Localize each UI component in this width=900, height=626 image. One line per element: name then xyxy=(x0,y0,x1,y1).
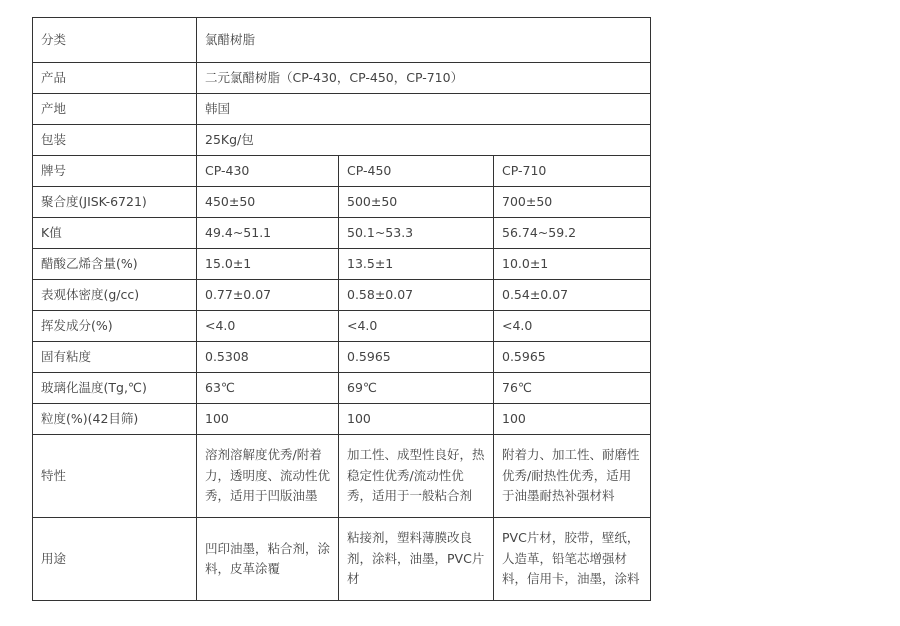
cell: CP-450 xyxy=(339,156,494,187)
cell: 0.5965 xyxy=(339,342,494,373)
table-row xyxy=(33,280,651,311)
cell: 50.1~53.3 xyxy=(339,218,494,249)
row-label: 挥发成分(%) xyxy=(33,311,197,342)
cell: 溶剂溶解度优秀/附着力，透明度、流动性优秀，适用于凹版油墨 xyxy=(197,435,339,518)
table-row xyxy=(33,518,651,601)
cell: 69℃ xyxy=(339,373,494,404)
table-row xyxy=(33,94,651,125)
cell: <4.0 xyxy=(197,311,339,342)
cell: 附着力、加工性、耐磨性优秀/耐热性优秀，适用于油墨耐热补强材料 xyxy=(494,435,651,518)
row-label: 牌号 xyxy=(33,156,197,187)
row-label: 分类 xyxy=(33,18,197,63)
table-row xyxy=(33,187,651,218)
cell: 10.0±1 xyxy=(494,249,651,280)
cell: CP-430 xyxy=(197,156,339,187)
cell: 0.54±0.07 xyxy=(494,280,651,311)
table-row xyxy=(33,249,651,280)
row-label: 产地 xyxy=(33,94,197,125)
cell: 450±50 xyxy=(197,187,339,218)
table-row xyxy=(33,404,651,435)
row-value: 韩国 xyxy=(197,94,651,125)
cell: 0.77±0.07 xyxy=(197,280,339,311)
table-row xyxy=(33,218,651,249)
table-row xyxy=(33,435,651,518)
cell: 0.58±0.07 xyxy=(339,280,494,311)
cell: <4.0 xyxy=(494,311,651,342)
row-label: K值 xyxy=(33,218,197,249)
cell: 凹印油墨，粘合剂，涂料，皮革涂覆 xyxy=(197,518,339,601)
cell: 100 xyxy=(494,404,651,435)
cell: PVC片材，胶带，壁纸，人造革，铅笔芯增强材料，信用卡，油墨，涂料 xyxy=(494,518,651,601)
table-row xyxy=(33,18,651,63)
cell: 100 xyxy=(339,404,494,435)
cell: 500±50 xyxy=(339,187,494,218)
row-value: 氯醋树脂 xyxy=(197,18,651,63)
cell: 63℃ xyxy=(197,373,339,404)
cell: 粘接剂，塑料薄膜改良剂，涂料，油墨，PVC片材 xyxy=(339,518,494,601)
row-label: 固有粘度 xyxy=(33,342,197,373)
table-row xyxy=(33,125,651,156)
cell: 13.5±1 xyxy=(339,249,494,280)
cell: 100 xyxy=(197,404,339,435)
cell: 76℃ xyxy=(494,373,651,404)
cell: 56.74~59.2 xyxy=(494,218,651,249)
row-label: 表观体密度(g/cc) xyxy=(33,280,197,311)
row-label: 玻璃化温度(Tg,℃) xyxy=(33,373,197,404)
table-row xyxy=(33,373,651,404)
table-row xyxy=(33,63,651,94)
row-label: 用途 xyxy=(33,518,197,601)
row-label: 粒度(%)(42目筛) xyxy=(33,404,197,435)
cell: CP-710 xyxy=(494,156,651,187)
cell: 0.5308 xyxy=(197,342,339,373)
table-row xyxy=(33,156,651,187)
row-value: 25Kg/包 xyxy=(197,125,651,156)
cell: 加工性、成型性良好，热稳定性优秀/流动性优秀，适用于一般粘合剂 xyxy=(339,435,494,518)
row-label: 包装 xyxy=(33,125,197,156)
row-label: 醋酸乙烯含量(%) xyxy=(33,249,197,280)
cell: <4.0 xyxy=(339,311,494,342)
row-label: 产品 xyxy=(33,63,197,94)
table-row xyxy=(33,342,651,373)
spec-table xyxy=(32,17,651,601)
row-value: 二元氯醋树脂（CP-430，CP-450，CP-710） xyxy=(197,63,651,94)
row-label: 特性 xyxy=(33,435,197,518)
cell: 15.0±1 xyxy=(197,249,339,280)
cell: 0.5965 xyxy=(494,342,651,373)
cell: 49.4~51.1 xyxy=(197,218,339,249)
row-label: 聚合度(JISK-6721) xyxy=(33,187,197,218)
cell: 700±50 xyxy=(494,187,651,218)
table-row xyxy=(33,311,651,342)
